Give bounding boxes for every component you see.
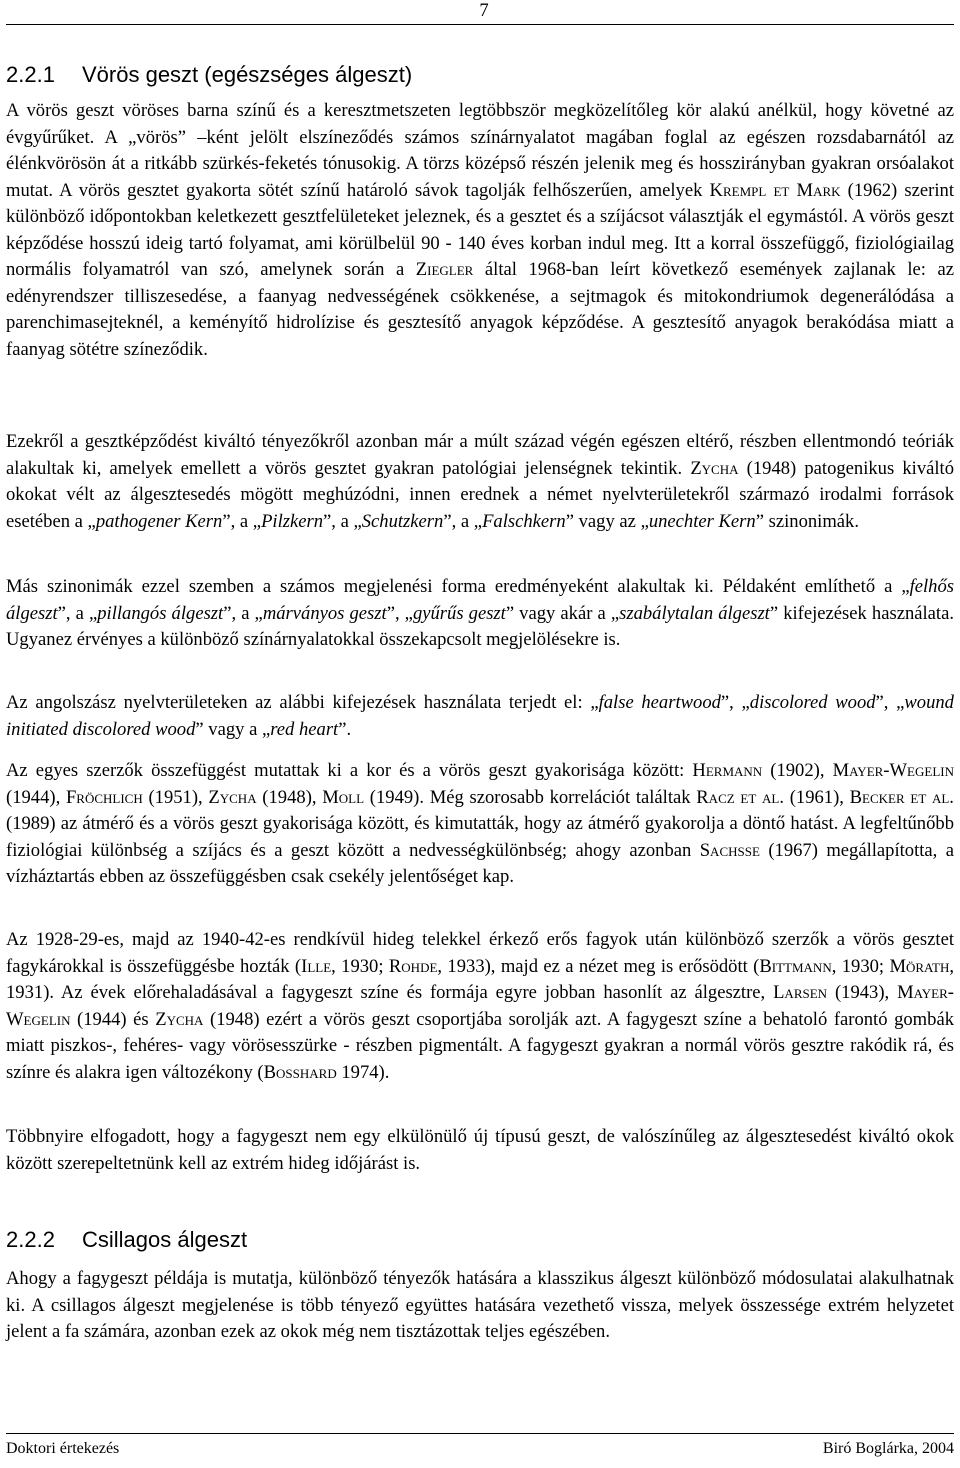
- text: , 1930;: [831, 955, 890, 977]
- author-name: Mayer-Wegelin: [832, 760, 954, 781]
- section-heading-2-2-2: [6, 1227, 247, 1253]
- italic-term: Schutzkern: [361, 510, 444, 532]
- paragraph-6: [6, 927, 954, 1086]
- text: ” vagy a „: [195, 718, 271, 740]
- author-name: Fröchlich: [65, 786, 143, 808]
- text: (1961),: [783, 786, 850, 808]
- author-name: Ziegler: [415, 259, 474, 280]
- section-title: Vörös geszt (egészséges álgeszt): [82, 62, 413, 87]
- section-number: 2.2.1: [6, 62, 55, 87]
- author-name: Zycha: [155, 1008, 204, 1030]
- text: (1944) és: [70, 1008, 156, 1030]
- author-name: Sachsse: [699, 839, 760, 861]
- text: Ahogy a fagygeszt példája is mutatja, különböző tényezők hatására a klasszikus álgeszt különböző módosulatai alakulhatnak ki. A csillagos álgeszt megjelenése is több tényező együttes hatására vezethető vissza, melyek összessége extrém helyzetet jelent a fa számára, azonban ezek az okok még nem tisztázottak teljes egészében.: [6, 1268, 954, 1342]
- text: (1989) az átmérő és a vörös geszt gyakorisága között, és kimutatták, hogy az átmérő gyakorolja a döntő hatást. A legfeltűnőbb fiziológiai különbség a szíjács és a geszt között a nedvességkülönbség; ahogy azonban: [6, 813, 954, 861]
- author-name: Mörath: [889, 955, 950, 977]
- author-name: Becker et al.: [849, 786, 954, 808]
- text: ” vagy az „: [565, 510, 649, 532]
- text: ”, „: [875, 692, 905, 713]
- italic-term: wound initiated discolored wood: [6, 692, 954, 740]
- text: ”, a „: [222, 510, 262, 532]
- text: (1948),: [256, 786, 323, 808]
- header-rule: [6, 24, 954, 25]
- italic-term: gyűrűs geszt: [412, 602, 506, 624]
- paragraph-8: [6, 1266, 954, 1346]
- text: (1943),: [827, 982, 898, 1003]
- author-name: Mayer-Wegelin: [6, 982, 954, 1030]
- italic-term: felhős álgeszt: [6, 576, 954, 624]
- text: (1944),: [6, 786, 66, 808]
- text: ”, a „: [223, 602, 263, 624]
- text: 1974).: [336, 1061, 390, 1083]
- italic-term: red heart: [270, 718, 339, 740]
- italic-term: Pilzkern: [261, 510, 324, 532]
- footer-left: Doktori értekezés: [6, 1440, 120, 1457]
- paragraph-5: [6, 758, 954, 891]
- text: Az egyes szerzők összefüggést mutattak ki a kor és a vörös geszt gyakorisága között:: [6, 760, 693, 781]
- author-name: Bosshard: [263, 1061, 337, 1083]
- paragraph-3: [6, 574, 954, 654]
- author-name: Zycha: [690, 457, 739, 479]
- section-heading-2-2-1: [6, 62, 412, 88]
- italic-term: pillangós álgeszt: [97, 602, 224, 624]
- author-name: Racz et al.: [696, 786, 784, 808]
- text: ”, a „: [443, 510, 483, 532]
- italic-term: Falschkern: [482, 510, 566, 532]
- text: A vörös geszt vöröses barna színű és a keresztmetszeten legtöbbször megközelítőleg kör alakú anélkül, hogy követné az évgyűrűket. A „vörös” –ként jelölt elszíneződés számos színárnyalatot magában foglal az egészen rozsdabarnától az élénkvörösön át a ritkább szürkés-feketés tónusokig. A törzs középső részén jelenik meg és hosszirányban gyakran orsóalakot mutat. A vörös gesztet gyakorta sötét színű határoló sávok tagolják felhőszerűen, amelyek: [6, 100, 954, 201]
- paragraph-2: [6, 429, 954, 535]
- text: Ezekről a gesztképződést kiváltó tényezőkről azonban már a múlt század végén egészen eltérő, részben ellentmondó teóriák alakultak ki, amelyek emellett a vörös gesztet gyakran patológiai jelenségnek tekintik.: [6, 431, 954, 479]
- text: Más szinonimák ezzel szemben a számos megjelenési forma eredményeként alakultak ki. Példaként említhető a „: [6, 576, 910, 597]
- text: , 1931). Az évek előrehaladásával a fagygeszt színe és formája egyre jobban hasonlít az álgesztre,: [6, 955, 954, 1003]
- text: ” vagy akár a „: [505, 602, 620, 624]
- author-name: Bittmann: [759, 955, 832, 977]
- section-number: 2.2.2: [6, 1227, 55, 1252]
- text: ”, „: [720, 692, 750, 713]
- page-number: 7: [479, 0, 489, 21]
- text: , 1930;: [331, 955, 389, 977]
- section-title: Csillagos álgeszt: [82, 1227, 248, 1252]
- text: , 1933), majd ez a nézet meg is erősödött (: [437, 955, 760, 977]
- italic-term: discolored wood: [749, 692, 876, 713]
- text: Az 1928-29-es, majd az 1940-42-es rendkívül hideg telekkel érkező erős fagyok után különböző szerzők a vörös gesztet fagykárokkal is összefüggésbe hozták (: [6, 929, 954, 977]
- text: Többnyire elfogadott, hogy a fagygeszt nem egy elkülönülő új típusú geszt, de valószínűleg az álgesztesedést kiváltó okok között szerepeltetnünk kell az extrém hideg időjárást is.: [6, 1126, 954, 1174]
- text: ”.: [338, 718, 352, 740]
- text: ”, „: [386, 602, 413, 624]
- italic-term: pathogener Kern: [95, 510, 223, 532]
- paragraph-1: [6, 98, 954, 363]
- text: ”, a „: [323, 510, 362, 532]
- footer-rule: [6, 1433, 954, 1434]
- paragraph-4: [6, 690, 954, 743]
- author-name: Rohde: [388, 955, 438, 977]
- text: ”, a „: [57, 602, 98, 624]
- text: Az angolszász nyelvterületeken az alábbi kifejezések használata terjedt el: „: [6, 692, 599, 713]
- text: (1902),: [762, 760, 833, 781]
- italic-term: false heartwood: [598, 692, 721, 713]
- author-name: Ille: [301, 955, 332, 977]
- author-name: Larsen: [773, 982, 828, 1003]
- author-name: Zycha: [208, 786, 257, 808]
- author-name: Moll: [322, 786, 365, 808]
- text: ” szinonimák.: [755, 510, 859, 532]
- text: (1948) ezért a vörös geszt csoportjába sorolják azt. A fagygeszt színe a behatoló farontó gombák miatt piszkos-, fehéres- vagy vörösesszürke - részben pigmentált. A fagygeszt gyakran a normál vörös gesztre rakódik rá, és színre és alakra igen változékony (: [6, 1008, 954, 1083]
- text: (1967) megállapította, a vízháztartás ebben az összefüggésben csak csekély jelentőséget kap.: [6, 839, 954, 887]
- author-name: Krempl et Mark: [709, 179, 841, 201]
- text: (1962) szerint különböző időpontokban keletkezett gesztfelületeket jeleznek, és a gesztet és a szíjácsot választják el egymástól. A vörös geszt képződése hosszú ideig tartó folyamat, ami körülbelül 90 - 140 éves korban indul meg. Itt a korral összefüggő, fiziológiailag normális folyamatról van szó, amelynek során a: [6, 179, 954, 280]
- text: (1948) patogenikus kiváltó okokat vélt az álgesztesedés mögött meghúzódni, innen erednek a német nyelvterületekről származó irodalmi források esetében a „: [6, 457, 954, 532]
- text: ” kifejezések használata. Ugyanez érvényes a különböző színárnyalatokkal összekapcsolt megjelölésekre is.: [6, 602, 954, 650]
- text: által 1968-ban leírt következő események zajlanak le: az edényrendszer tilliszesedése, a faanyag nedvességének csökkenése, a sejtmagok és mitokondriumok degenerálódása a parenchimasejteknél, a keményítő hidrolízise és gesztesítő anyagok képződése. A gesztesítő anyagok berakódása miatt a faanyag sötétre színeződik.: [6, 259, 954, 360]
- text: (1951),: [142, 786, 209, 808]
- paragraph-7: [6, 1124, 954, 1177]
- text: (1949). Még szorosabb korrelációt találtak: [364, 786, 697, 808]
- author-name: Hermann: [692, 760, 763, 781]
- footer-right: Biró Boglárka, 2004: [822, 1440, 954, 1457]
- italic-term: márványos geszt: [262, 602, 387, 624]
- italic-term: unechter Kern: [648, 510, 756, 532]
- italic-term: szabálytalan álgeszt: [619, 602, 770, 624]
